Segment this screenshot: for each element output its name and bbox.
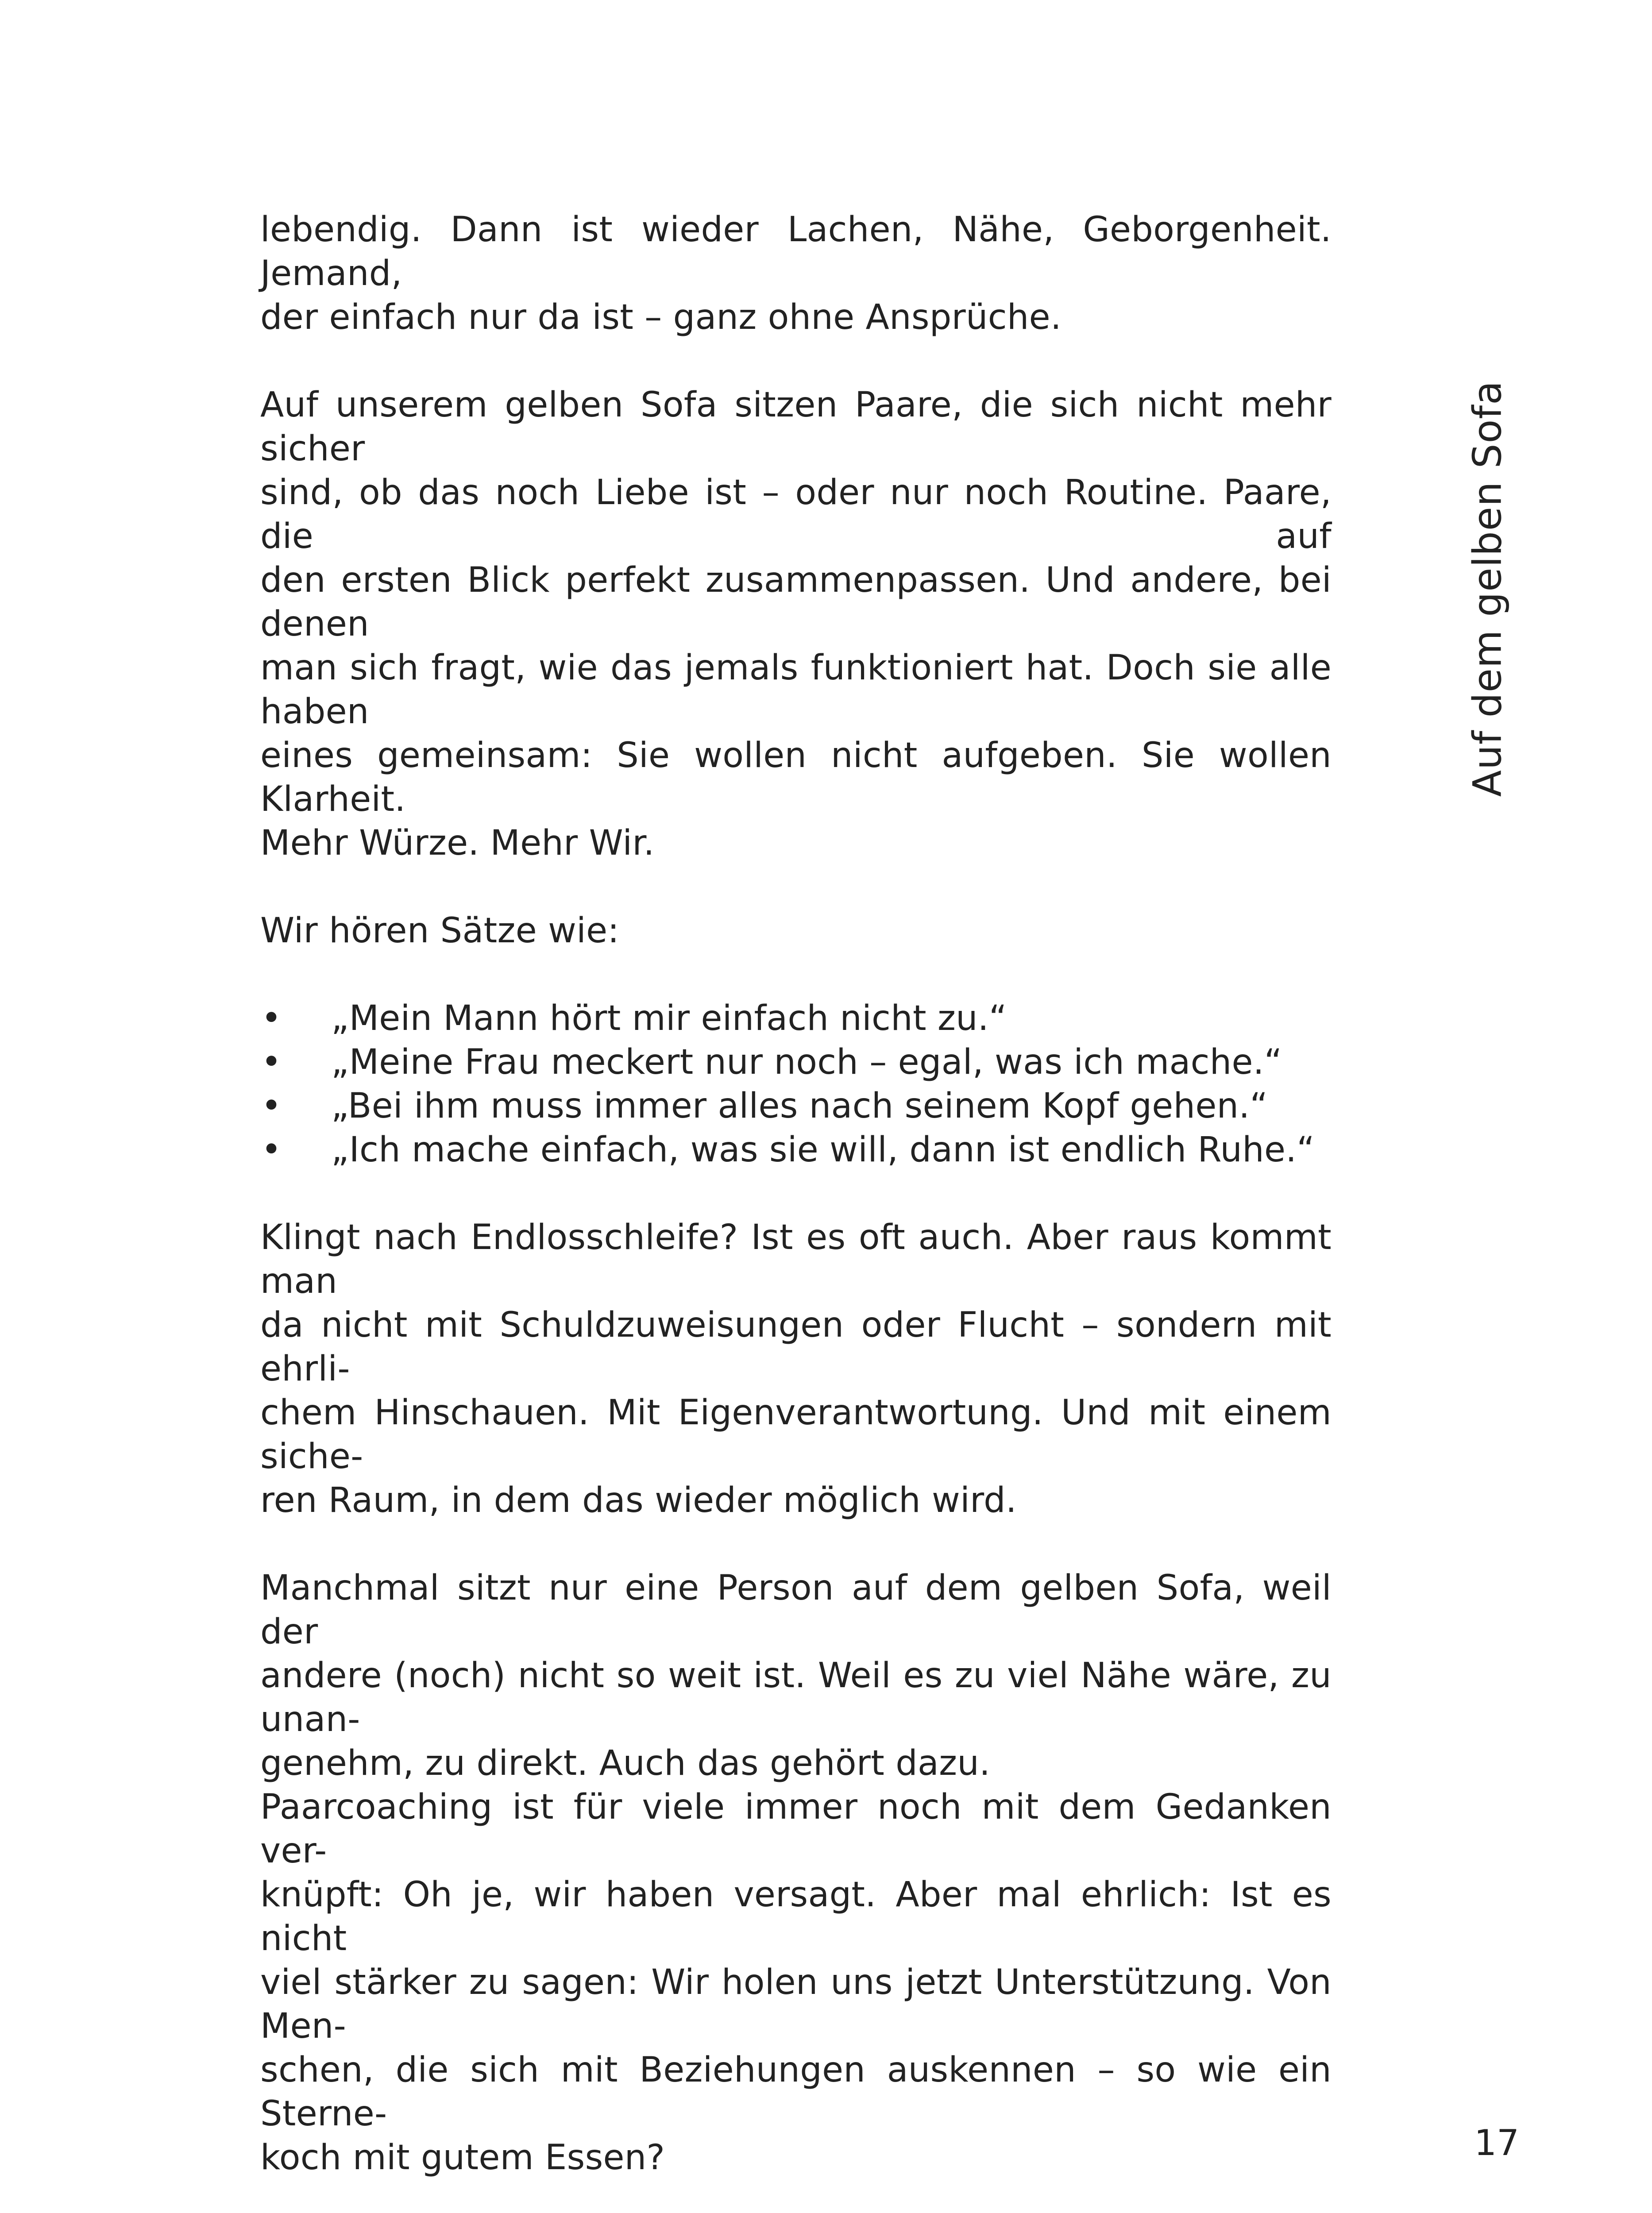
paragraph-3	[260, 909, 1332, 953]
list-item	[260, 1128, 1332, 1172]
paragraph-4	[260, 1216, 1332, 1523]
text-line: genehm, zu direkt. Auch das gehört dazu.	[260, 1743, 991, 1783]
bullet-icon: •	[261, 1130, 282, 1170]
text-line: man sich fragt, wie das jemals funktioniert hat. Doch sie alle haben	[260, 648, 1332, 732]
bullet-icon: •	[261, 1042, 282, 1082]
running-head: Auf dem gelben Sofa	[1464, 380, 1510, 797]
quote-text: „Ich mache einfach, was sie will, dann ist endlich Ruhe.“	[331, 1130, 1315, 1170]
text-line: Wir hören Sätze wie:	[260, 911, 620, 951]
text-line: schen, die sich mit Beziehungen auskennen – so wie ein Sterne-	[260, 2050, 1332, 2134]
quote-text: „Bei ihm muss immer alles nach seinem Kopf gehen.“	[331, 1086, 1268, 1126]
list-item	[260, 1084, 1332, 1128]
text-line: andere (noch) nicht so weit ist. Weil es zu viel Nähe wäre, zu unan-	[260, 1656, 1332, 1739]
body-text	[260, 208, 1332, 2213]
paragraph-6	[260, 1785, 1332, 2180]
text-line: Klingt nach Endlosschleife? Ist es oft auch. Aber raus kommt man	[260, 1218, 1332, 1301]
text-line: den ersten Blick perfekt zusammenpassen. Und andere, bei denen	[260, 560, 1332, 644]
paragraph-2	[260, 383, 1332, 865]
text-line: sind, ob das noch Liebe ist – oder nur noch Routine. Paare, die auf	[260, 473, 1332, 556]
text-line: Manchmal sitzt nur eine Person auf dem gelben Sofa, weil der	[260, 1568, 1332, 1652]
text-line: da nicht mit Schuldzuweisungen oder Flucht – sondern mit ehrli-	[260, 1305, 1332, 1389]
quote-list	[260, 997, 1332, 1172]
bullet-icon: •	[261, 999, 282, 1038]
text-line: koch mit gutem Essen?	[260, 2138, 665, 2178]
list-item	[260, 1041, 1332, 1084]
quote-text: „Mein Mann hört mir einfach nicht zu.“	[331, 999, 1007, 1038]
text-line: der einfach nur da ist – ganz ohne Ansprüche.	[260, 297, 1062, 337]
text-line: viel stärker zu sagen: Wir holen uns jetzt Unterstützung. Von Men-	[260, 1962, 1332, 2046]
quote-text: „Meine Frau meckert nur noch – egal, was ich mache.“	[331, 1042, 1282, 1082]
text-line: chem Hinschauen. Mit Eigenverantwortung. Und mit einem siche-	[260, 1393, 1332, 1477]
paragraph-5	[260, 1566, 1332, 1785]
text-line: lebendig. Dann ist wieder Lachen, Nähe, Geborgenheit. Jemand,	[260, 210, 1332, 293]
text-line: knüpft: Oh je, wir haben versagt. Aber mal ehrlich: Ist es nicht	[260, 1875, 1332, 1959]
text-line: ren Raum, in dem das wieder möglich wird.	[260, 1480, 1017, 1520]
text-line: Mehr Würze. Mehr Wir.	[260, 823, 655, 863]
page-number: 17	[1474, 2122, 1519, 2163]
text-line: Auf unserem gelben Sofa sitzen Paare, die sich nicht mehr sicher	[260, 385, 1332, 469]
text-line: Paarcoaching ist für viele immer noch mit dem Gedanken ver-	[260, 1787, 1332, 1871]
paragraph-1	[260, 208, 1332, 339]
bullet-icon: •	[261, 1086, 282, 1126]
list-item	[260, 997, 1332, 1041]
text-line: eines gemeinsam: Sie wollen nicht aufgeben. Sie wollen Klarheit.	[260, 736, 1332, 819]
